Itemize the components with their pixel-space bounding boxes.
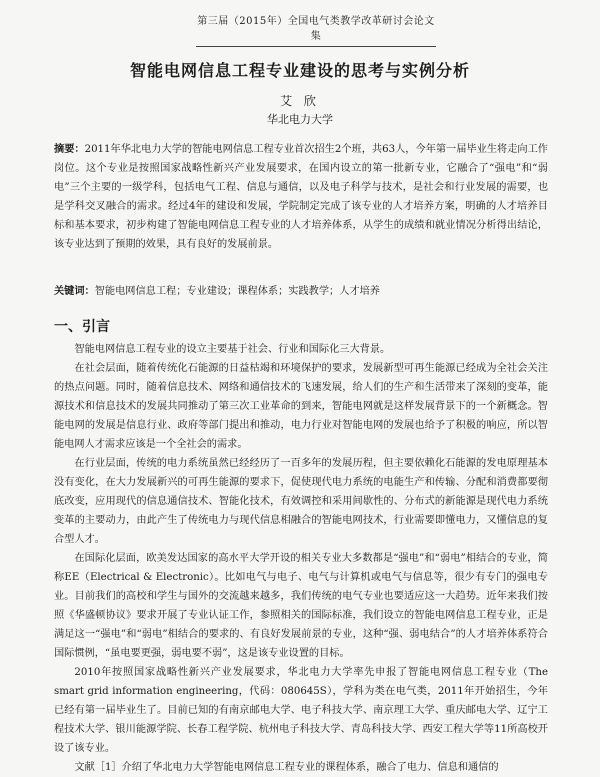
abstract [54, 140, 548, 254]
paragraph: 在行业层面，传统的电力系统虽然已经经历了一百多年的发展历程，但主要依赖化石能源的发电原理基本没有变化，在大力发展新兴的可再生能源的要求下，促使现代电力系统的电能生产和传输、分配和消费都要彻底改变，应用现代的信息通信技术、智能化技术，有效调控和采用间歇性的、分布式的新能源是现代电力系统变革的主要动力，由此产生了传统电力与现代信息相融合的智能电网技术，行业需要即懂电力，又懂信息的复合型人才。 [54, 458, 548, 545]
paragraph: 文献［1］介绍了华北电力大学智能电网信息工程专业的课程体系，融合了电力、信息和通信的 [74, 762, 499, 773]
keywords [54, 282, 548, 301]
abstract-label: 摘要： [54, 144, 85, 155]
author-affiliation: 华北电力大学 [267, 113, 333, 126]
abstract-text: 2011年华北电力大学的智能电网信息工程专业首次招生2个班，共63人，今年第一届毕业生将走向工作岗位。这个专业是按照国家战略性新兴产业发展要求，在国内设立的第一批新专业，它融合了“强电”和“弱电”三个主要的一级学科，包括电气工程、信息与通信，以及电子科学与技术，是社会和行业发展的需要，也是学科交叉融合的需求。经过4年的建设和发展，学院制定完成了该专业的人才培养方案，明确的人才培养目标和基本要求，初步构建了智能电网信息工程专业的人才培养体系，从学生的成绩和就业情况分析得出结论，该专业达到了预期的效果，具有良好的发展前景。 [54, 144, 548, 250]
paragraph: 在社会层面，随着传统化石能源的日益枯竭和环境保护的要求，发展新型可再生能源已经成为全社会关注的热点问题。同时，随着信息技术、网络和通信技术的飞速发展，给人们的生产和生活带来了深刻的变革，能源技术和信息技术的发展共同推动了第三次工业革命的到来，智能电网就是这样发展背景下的一个新概念。智能电网的发展是信息行业、政府等部门提出和推动，电力行业对智能电网的发展也给予了积极的响应，所以智能电网人才需求应该是一个全社会的需求。 [54, 363, 548, 450]
section-heading: 一、引言 [54, 319, 110, 335]
paragraph: 智能电网信息工程专业的设立主要基于社会、行业和国际化三大背景。 [74, 344, 391, 355]
keywords-label: 关键词： [54, 286, 95, 297]
running-header: 第三届（2015年）全国电气类教学改革研讨会论文集 [196, 12, 436, 47]
author-name: 艾 欣 [280, 94, 320, 108]
paragraph: 2010年按照国家战略性新兴产业发展要求，华北电力大学率先申报了智能电网信息工程专业（The smart grid information engineering，代码：080645S），学科为类在电气类，2011年开始招生，今年已经有第一届毕业生了。目前已知的有南京邮电大学、电子科技大学、南京理工大学、重庆邮电大学、辽宁工程技术大学、银川能源学院、长春工程学院、杭州电子科技大学、青岛科技大学、西安工程大学等11所高校开设了该专业。 [54, 667, 548, 754]
keywords-text: 智能电网信息工程；专业建设；课程体系；实践教学；人才培养 [94, 286, 380, 297]
body-text [54, 340, 548, 777]
paragraph: 在国际化层面，欧美发达国家的高水平大学开设的相关专业大多数都是“强电”和“弱电”相结合的专业，简称EE（Electrical & Electronic）。比如电气与电子、电气与计算机或电气与信息等，很少有专门的强电专业。目前我们的高校和学生与国外的交流越来越多，我们传统的电气专业也要适应这一大趋势。近年来我们按照《华盛顿协议》要求开展了专业认证工作，参照相关的国际标准，我们设立的智能电网信息工程专业，正是满足这一“强电”和“弱电”相结合的要求的、有良好发展前景的专业，这种“强、弱电结合”的人才培养体系符合国际惯例，“虽电要更强，弱电要不弱”，这是该专业设置的目标。 [54, 553, 548, 659]
paper-title: 智能电网信息工程专业建设的思考与实例分析 [129, 61, 470, 80]
